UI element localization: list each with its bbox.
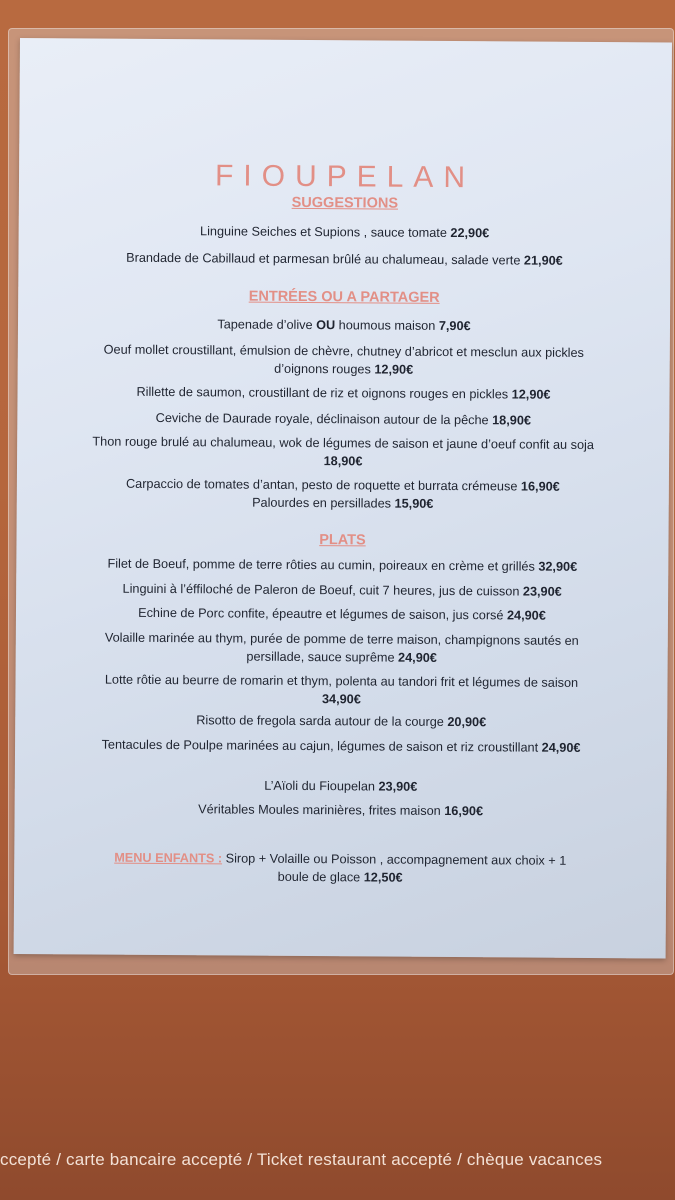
menu-item: Tapenade d’olive OU houmous maison 7,90€ — [217, 317, 471, 334]
menu-item: Linguini à l’éffiloché de Paleron de Boeuf, cuit 7 heures, jus de cuisson 23,90€ — [122, 581, 562, 599]
menu-item: Linguine Seiches et Supions , sauce tomate 22,90€ — [199, 224, 490, 241]
menu-enfants: MENU ENFANTS : Sirop + Volaille ou Poisson , accompagnement aux choix + 1 boule de glace 12,50€ — [114, 850, 567, 885]
payment-info: ccepté / carte bancaire accepté / Ticket restaurant accepté / chèque vacances — [0, 1150, 603, 1169]
menu-item: Risotto de fregola sarda autour de la courge 20,90€ — [196, 713, 487, 730]
entrees-heading: ENTRÉES OU A PARTAGER — [248, 288, 440, 306]
menu-item: Filet de Boeuf, pomme de terre rôties au cumin, poireaux en crème et grillés 32,90€ — [107, 556, 578, 574]
menu-item: Véritables Moules marinières, frites maison 16,90€ — [198, 802, 484, 819]
menu-item: Oeuf mollet croustillant, émulsion de chèvre, chutney d’abricot et mesclun aux pickles d’oignons rouges 12,90€ — [103, 342, 584, 377]
menu-item: Thon rouge brulé au chalumeau, wok de légumes de saison et jaune d’oeuf confit au soja 18,90€ — [92, 434, 594, 469]
menu-item: Echine de Porc confite, épeautre et légumes de saison, jus corsé 24,90€ — [138, 605, 546, 623]
suggestions-heading: SUGGESTIONS — [291, 194, 399, 212]
menu-item: Carpaccio de tomates d’antan, pesto de roquette et burrata crémeuse 16,90€ — [125, 476, 560, 494]
menu-item: Palourdes en persillades 15,90€ — [252, 495, 434, 511]
plats-heading: PLATS — [319, 532, 366, 549]
menu-item: Brandade de Cabillaud et parmesan brûlé au chalumeau, salade verte 21,90€ — [126, 250, 563, 268]
menu-sheet — [14, 38, 672, 959]
menu-item: Lotte rôtie au beurre de romarin et thym, polenta au tandori frit et légumes de saison 34,90€ — [104, 672, 579, 707]
menu-item: Ceviche de Daurade royale, déclinaison autour de la pêche 18,90€ — [155, 410, 532, 428]
menu-item: L’Aïoli du Fioupelan 23,90€ — [264, 778, 418, 794]
menu-item: Tentacules de Poulpe marinées au cajun, légumes de saison et riz croustillant 24,90€ — [101, 737, 581, 755]
menu-item: Volaille marinée au thym, purée de pomme de terre maison, champignons sautés en persillade, sauce suprême 24,90€ — [104, 630, 579, 665]
menu-item: Rillette de saumon, croustillant de riz et oignons rouges en pickles 12,90€ — [136, 384, 551, 402]
restaurant-title: FIOUPELAN — [214, 159, 476, 195]
menu-enfants-label: MENU ENFANTS : — [114, 850, 223, 866]
